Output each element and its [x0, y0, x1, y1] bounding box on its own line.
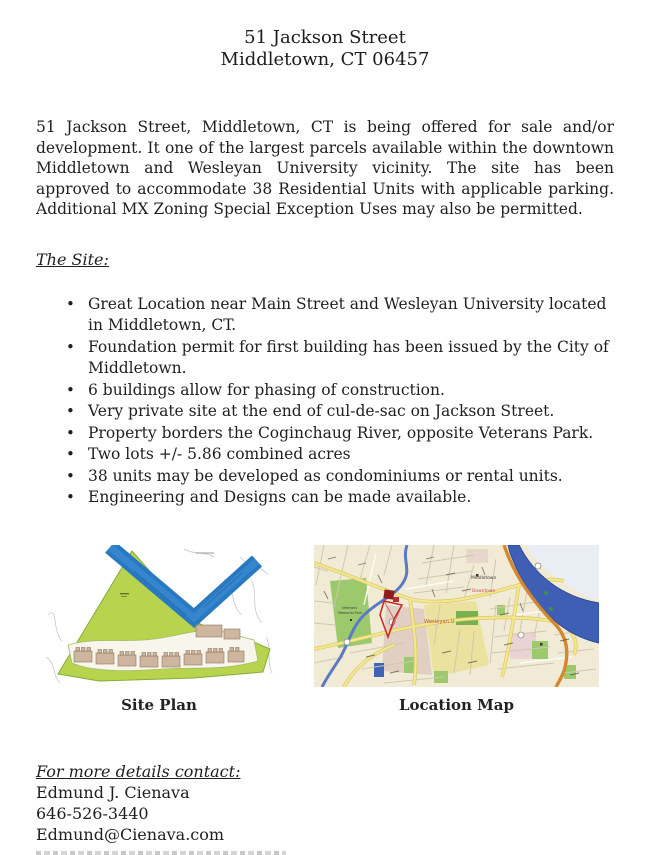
intro-paragraph: 51 Jackson Street, Middletown, CT is being offered for sale and/or development. It one of the largest parcels available within the downtown Middletown and Wesleyan University vicinity. The site has been approved to accommodate 38 Residential Units with applicable parking. Additional MX Zoning Special Exception Uses may also be permitted. [36, 118, 614, 218]
map-label-park-line1: Veterans [342, 605, 357, 610]
document-header [0, 0, 650, 71]
contact-phone: 646-526-3440 [36, 803, 149, 823]
location-map-figure [314, 545, 599, 714]
bullet-private-site: • Very private site at the end of cul-de-sac on Jackson Street. [64, 401, 620, 423]
bullet-38-units: • 38 units may be developed as condominiums or rental units. [64, 466, 620, 488]
contact-heading: For more details contact: [36, 761, 241, 781]
bullet-foundation-permit: • Foundation permit for first building has been issued by the City of Middletown. [64, 337, 620, 380]
address-line-2: Middletown, CT 06457 [220, 49, 430, 70]
figures-row [44, 545, 650, 714]
location-map-caption: Location Map [399, 695, 514, 714]
map-label-park-line2: Memorial Park [338, 610, 363, 615]
bullet-great-location: • Great Location near Main Street and Wesleyan University located in Middletown, CT. [64, 294, 620, 337]
bullet-river-border: • Property borders the Coginchaug River, opposite Veterans Park. [64, 423, 620, 445]
bullet-two-lots: • Two lots +/- 5.86 combined acres [64, 444, 620, 466]
location-map-image [314, 545, 599, 687]
site-bullet-list [64, 294, 620, 509]
address-line-1: 51 Jackson Street [244, 27, 406, 48]
site-plan-figure [44, 545, 274, 714]
contact-block [36, 761, 650, 845]
contact-email: Edmund@Cienava.com [36, 824, 225, 844]
bullet-six-buildings: • 6 buildings allow for phasing of construction. [64, 380, 620, 402]
site-plan-caption: Site Plan [121, 695, 197, 714]
site-plan-image [44, 545, 274, 687]
map-label-city: Middletown [471, 575, 497, 581]
map-label-downtown: Downtown [472, 588, 496, 594]
map-label-university: Wesleyan U [424, 618, 455, 625]
contact-name: Edmund J. Cienava [36, 782, 190, 802]
cutoff-text-line [36, 851, 286, 855]
bullet-engineering: • Engineering and Designs can be made available. [64, 487, 620, 509]
site-section-heading: The Site: [36, 249, 109, 269]
pond [374, 663, 384, 677]
